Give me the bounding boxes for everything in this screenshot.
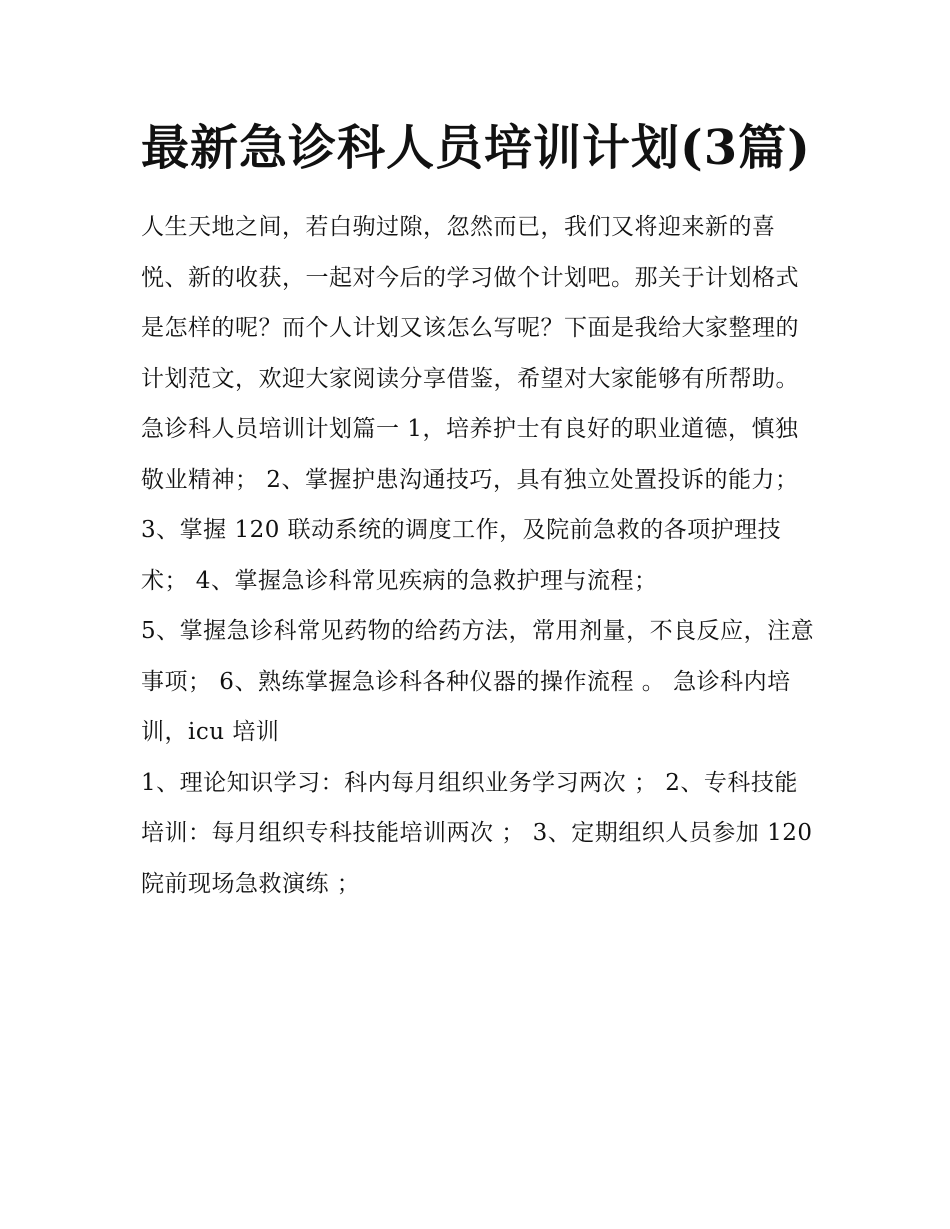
plan-item-paragraph: 5、掌握急诊科常见药物的给药方法，常用剂量，不良反应，注意事项； 6、熟练掌握急诊科各种仪器的操作流程 。 急诊科内培训，icu 培训 bbox=[141, 618, 815, 745]
plan-item-paragraph: 3、掌握 120 联动系统的调度工作，及院前急救的各项护理技术； 4、掌握急诊科常见疾病的急救护理与流程； bbox=[141, 517, 782, 594]
document-title: 最新急诊科人员培训计划(3篇) bbox=[141, 120, 811, 176]
intro-paragraph: 人生天地之间，若白驹过隙，忽然而已，我们又将迎来新的喜悦、新的收获，一起对今后的学习做个计划吧。那关于计划格式是怎样的呢？而个人计划又该怎么写呢？下面是我给大家整理的计划范文，欢迎大家阅读分享借鉴，希望对大家能够有所帮助。 bbox=[141, 214, 799, 392]
document-body bbox=[141, 110, 821, 909]
plan-item-paragraph: 急诊科人员培训计划篇一 1，培养护士有良好的职业道德，慎独敬业精神； 2、掌握护患沟通技巧，具有独立处置投诉的能力； bbox=[141, 416, 799, 493]
plan-item-paragraph: 1、理论知识学习：科内每月组织业务学习两次 ； 2、专科技能培训：每月组织专科技能培训两次 ； 3、定期组织人员参加 120 院前现场急救演练 ； bbox=[141, 769, 813, 897]
